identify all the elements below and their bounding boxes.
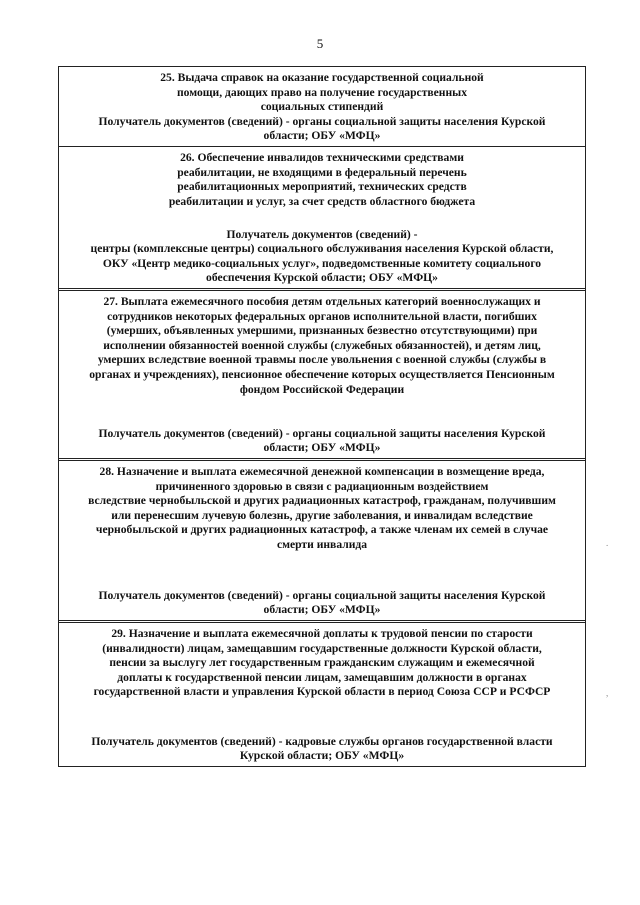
recipient-line: обеспечения Курской области; ОБУ «МФЦ» [206, 271, 438, 285]
title-line: (инвалидности) лицам, замещавшим государственные должности Курской области, [102, 641, 542, 655]
title-line: реабилитации, не входящими в федеральный перечень [177, 165, 467, 179]
recipient-line: области; ОБУ «МФЦ» [263, 603, 381, 617]
item-title [65, 627, 579, 700]
title-line: пенсии за выслугу лет государственным гражданским служащим и ежемесячной [109, 656, 535, 670]
title-line: реабилитации и услуг, за счет средств областного бюджета [168, 194, 476, 208]
recipient-line: Курской области; ОБУ «МФЦ» [239, 749, 405, 763]
title-line: вследствие чернобыльской и других радиационных катастроф, гражданам, получившим [88, 494, 556, 508]
title-line: смерти инвалида [276, 537, 368, 551]
item-recipient [65, 735, 579, 764]
title-line: 29. Назначение и выплата ежемесячной доплаты к трудовой пенсии по старости [111, 627, 533, 640]
recipient-line: Получатель документов (сведений) - органы социальной защиты населения Курской [98, 114, 546, 128]
item-recipient [65, 228, 579, 286]
item-title [65, 151, 579, 209]
title-line: 26. Обеспечение инвалидов техническими средствами [180, 151, 464, 164]
scan-mark: . [606, 538, 609, 548]
recipient-line: центры (комплексные центры) социального обслуживания населения Курской области, [90, 242, 554, 256]
page-number: 5 [316, 36, 324, 51]
item-recipient [65, 115, 579, 144]
services-table [58, 66, 586, 767]
title-line: социальных стипендий [260, 100, 384, 114]
item-title [65, 465, 579, 553]
item-recipient [65, 589, 579, 618]
title-line: 25. Выдача справок на оказание государственной социальной [160, 71, 484, 84]
recipient-line: Получатель документов (сведений) - органы социальной защиты населения Курской [98, 588, 546, 602]
item-title [65, 295, 579, 397]
title-line: государственной власти и управления Курской области в период Союза ССР и РСФСР [93, 685, 551, 699]
table-row-26 [59, 147, 585, 291]
recipient-line: Получатель документов (сведений) - [226, 227, 418, 241]
item-title [65, 71, 579, 115]
scan-mark: , [606, 688, 609, 698]
recipient-line: области; ОБУ «МФЦ» [263, 129, 381, 143]
recipient-line: Получатель документов (сведений) - органы социальной защиты населения Курской [98, 426, 546, 440]
title-line: 28. Назначение и выплата ежемесячной денежной компенсации в возмещение вреда, [99, 465, 545, 478]
title-line: 27. Выплата ежемесячного пособия детям отдельных категорий военнослужащих и [103, 295, 541, 308]
recipient-line: Получатель документов (сведений) - кадровые службы органов государственной власти [91, 734, 553, 748]
title-line: фондом Российской Федерации [239, 382, 405, 396]
title-line: исполнении обязанностей военной службы (служебных обязанностей), и детям лиц, [103, 338, 541, 352]
table-row-28 [59, 461, 585, 623]
title-line: реабилитационных мероприятий, технических средств [177, 180, 467, 194]
title-line: чернобыльской и других радиационных катастроф, а также членам их семей в случае [95, 523, 549, 537]
item-recipient [65, 427, 579, 456]
title-line: помощи, дающих право на получение государственных [176, 85, 468, 99]
table-row-27 [59, 291, 585, 461]
title-line: органах и учреждениях), пенсионное обеспечение которых осуществляется Пенсионным [89, 367, 555, 381]
title-line: (умерших, объявленных умершими, признанных безвестно отсутствующими) при [106, 324, 538, 338]
title-line: причиненного здоровью в связи с радиационным воздействием [155, 479, 489, 493]
title-line: умерших вследствие военной травмы после увольнения с военной службы (службы в [97, 353, 547, 367]
recipient-line: области; ОБУ «МФЦ» [263, 441, 381, 455]
title-line: или перенесшим лучевую болезнь, другие заболевания, и инвалидам вследствие [111, 508, 533, 522]
recipient-line: ОКУ «Центр медико-социальных услуг», подведомственные комитету социального [102, 256, 542, 270]
title-line: доплаты к государственной пенсии лицам, замещавшим должности в органах [117, 670, 527, 684]
table-row-25 [59, 67, 585, 147]
title-line: сотрудников некоторых федеральных органов исполнительной власти, погибших [107, 309, 537, 323]
table-row-29 [59, 623, 585, 767]
